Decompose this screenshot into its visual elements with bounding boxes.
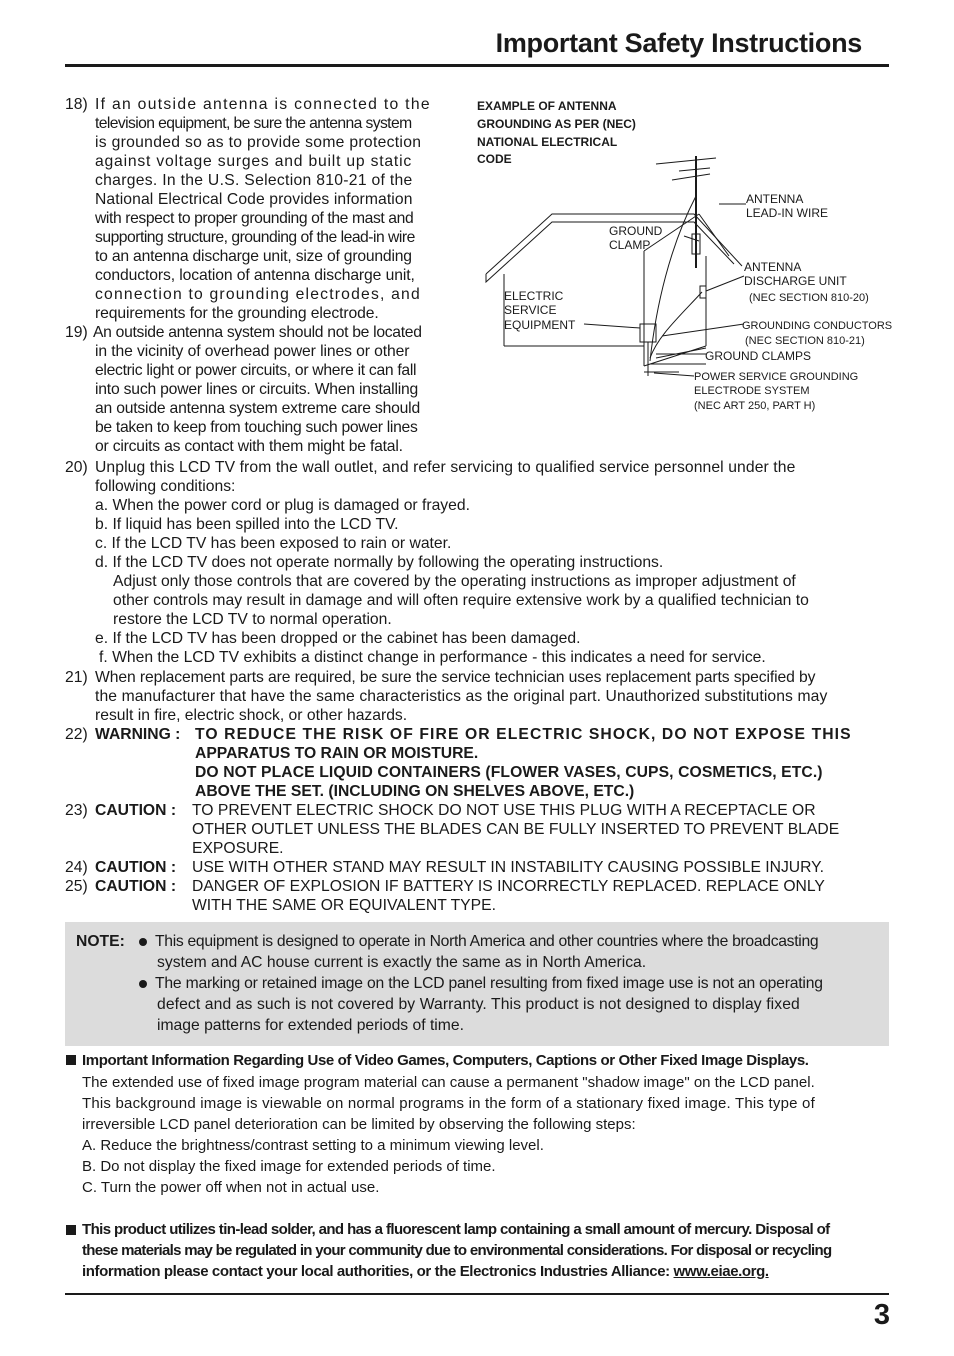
item-18-line: charges. In the U.S. Selection 810-21 of the [95,172,413,189]
fixed-image-line: irreversible LCD panel deterioration can be limited by observing the following steps: [82,1116,636,1133]
caution-line: EXPOSURE. [192,840,284,857]
fixed-image-step: B. Do not display the fixed image for extended periods of time. [82,1158,496,1175]
item-18-line: If an outside antenna is connected to the [95,96,431,113]
page-number: 3 [873,1299,890,1331]
item-18-line: National Electrical Code provides information [95,191,413,208]
item-18-line: to an antenna discharge unit, size of grounding [95,248,412,265]
item-20-condition-b: b. If liquid has been spilled into the LCD TV. [95,516,399,533]
fixed-image-step: C. Turn the power off when not in actual use. [82,1179,380,1196]
item-18-line: conductors, location of antenna discharge unit, [95,267,415,284]
item-20-condition-d-cont: other controls may result in damage and will often require extensive work by a qualified technician to [113,592,809,609]
square-bullet-icon [66,1055,76,1065]
fixed-image-heading: Important Information Regarding Use of Video Games, Computers, Captions or Other Fixed Image Displays. [82,1052,809,1069]
warning-line: APPARATUS TO RAIN OR MOISTURE. [195,745,479,762]
warning-label: WARNING : [95,726,181,743]
note-bullet-line: The marking or retained image on the LCD panel resulting from fixed image use is not an operating [155,975,823,992]
footer-rule [65,1293,889,1295]
warning-line: TO REDUCE THE RISK OF FIRE OR ELECTRIC SHOCK, DO NOT EXPOSE THIS [195,726,852,743]
note-bullet-line: image patterns for extended periods of time. [157,1017,464,1034]
item-19-line: An outside antenna system should not be located [93,324,422,341]
power-service-label: ELECTRODE SYSTEM [694,385,810,397]
item-21-line: result in fire, electric shock, or other hazards. [95,707,408,724]
lead-in-wire-label: LEAD-IN WIRE [746,206,829,220]
diagram-title-line: EXAMPLE OF ANTENNA [477,99,617,113]
title-rule [65,64,889,67]
item-20-line: following conditions: [95,478,236,495]
note-bullet-line: system and AC house current is exactly the same as in North America. [157,954,647,971]
item-20-condition-e: e. If the LCD TV has been dropped or the cabinet has been damaged. [95,630,581,647]
fixed-image-step: A. Reduce the brightness/contrast setting to a minimum viewing level. [82,1137,544,1154]
fixed-image-line: This background image is viewable on normal programs in the form of a stationary fixed image. This type of [82,1095,815,1112]
item-18-line: supporting structure, grounding of the lead-in wire [95,229,415,246]
caution-label: CAUTION : [95,859,177,876]
caution-line: TO PREVENT ELECTRIC SHOCK DO NOT USE THIS PLUG WITH A RECEPTACLE OR [192,802,816,819]
mercury-line-last [82,1262,769,1281]
diagram-title-line: CODE [477,152,512,166]
diagram-title-line: GROUNDING AS PER (NEC) [477,117,636,131]
item-20-condition-c: c. If the LCD TV has been exposed to rain or water. [95,535,452,552]
grounding-conductors-nec-label: (NEC SECTION 810-21) [745,335,865,347]
item-20-condition-d: d. If the LCD TV does not operate normally by following the operating instructions. [95,554,664,571]
note-bullet-line: This equipment is designed to operate in North America and other countries where the broadcasting [155,933,819,950]
item-19-line: electric light or power circuits, or where it can fall [95,362,417,379]
page-title: Important Safety Instructions [495,28,862,58]
note-label: NOTE: [76,933,125,950]
eiae-link[interactable]: www.eiae.org. [673,1263,769,1280]
power-service-label: (NEC ART 250, PART H) [694,400,816,412]
ground-clamp-label: CLAMP [609,238,651,252]
item-19-line: in the vicinity of overhead power lines or other [95,343,410,360]
item-18-number: 18) [65,96,88,113]
house-drawing [486,156,746,376]
antenna-grounding-diagram [474,96,894,426]
item-20-condition-a: a. When the power cord or plug is damaged or frayed. [95,497,470,514]
caution-label: CAUTION : [95,878,177,895]
electric-service-label: ELECTRIC [504,289,564,303]
item-19-line: or circuits as contact with them might be fatal. [95,438,403,455]
item-19-line: an outside antenna system extreme care should [95,400,420,417]
item-18-line: with respect to proper grounding of the mast and [95,210,414,227]
item-19-line: into such power lines or circuits. When installing [95,381,419,398]
note-bullet-line: defect and as such is not covered by Warranty. This product is not designed to display fixed [157,996,800,1013]
item-19-line: be taken to keep from touching such power lines [95,419,418,436]
discharge-nec-label: (NEC SECTION 810-20) [749,292,869,304]
item-25-number: 25) [65,878,88,895]
mercury-line: these materials may be regulated in your community due to environmental considerations. For disposal or recycling [82,1242,832,1259]
caution-line: USE WITH OTHER STAND MAY RESULT IN INSTABILITY CAUSING POSSIBLE INJURY. [192,859,824,876]
warning-line: ABOVE THE SET. (INCLUDING ON SHELVES ABOVE, ETC.) [195,783,635,800]
discharge-unit-label: ANTENNA [744,260,802,274]
item-24-number: 24) [65,859,88,876]
item-18-line: is grounded so as to provide some protection [95,134,422,151]
caution-label: CAUTION : [95,802,177,819]
warning-line: DO NOT PLACE LIQUID CONTAINERS (FLOWER VASES, CUPS, COSMETICS, ETC.) [195,764,823,781]
item-21-line: When replacement parts are required, be sure the service technician uses replacement parts specified by [95,669,816,686]
ground-clamps-label: GROUND CLAMPS [705,349,812,363]
grounding-conductors-label: GROUNDING CONDUCTORS [742,320,893,332]
fixed-image-line: The extended use of fixed image program material can cause a permanent "shadow image" on the LCD panel. [82,1074,815,1091]
item-20-number: 20) [65,459,88,476]
item-18-line: requirements for the grounding electrode. [95,305,379,322]
electric-service-label: SERVICE [504,303,557,317]
antenna-label: ANTENNA [746,192,804,206]
item-20-condition-d-cont: restore the LCD TV to normal operation. [113,611,392,628]
ground-clamp-label: GROUND [609,224,663,238]
item-21-line: the manufacturer that have the same characteristics as the original part. Unauthorized substitutions may [95,688,828,705]
item-18-line: television equipment, be sure the antenna system [95,115,412,132]
item-18-line: against voltage surges and built up static [95,153,413,170]
item-23-number: 23) [65,802,88,819]
item-20-line: Unplug this LCD TV from the wall outlet, and refer servicing to qualified service personnel under the [95,459,796,476]
item-18-line: connection to grounding electrodes, and [95,286,421,303]
caution-line: DANGER OF EXPLOSION IF BATTERY IS INCORRECTLY REPLACED. REPLACE ONLY [192,878,825,895]
mercury-line-text: information please contact your local authorities, or the Electronics Industries Alliance: [82,1263,674,1280]
bullet-icon [139,980,147,988]
power-service-label: POWER SERVICE GROUNDING [694,371,859,383]
item-20-condition-d-cont: Adjust only those controls that are covered by the operating instructions as improper adjustment of [113,573,796,590]
caution-line: OTHER OUTLET UNLESS THE BLADES CAN BE FULLY INSERTED TO PREVENT BLADE [192,821,840,838]
mercury-line: This product utilizes tin-lead solder, and has a fluorescent lamp containing a small amount of mercury. Disposal of [82,1221,830,1238]
item-20-condition-f: f. When the LCD TV exhibits a distinct change in performance - this indicates a need for service. [99,649,766,666]
discharge-unit-label: DISCHARGE UNIT [744,274,847,288]
item-21-number: 21) [65,669,88,686]
electric-service-label: EQUIPMENT [504,318,576,332]
item-19-number: 19) [65,324,88,341]
square-bullet-icon [66,1225,76,1235]
item-22-number: 22) [65,726,88,743]
bullet-icon [139,938,147,946]
diagram-title-line: NATIONAL ELECTRICAL [477,135,618,149]
caution-line: WITH THE SAME OR EQUIVALENT TYPE. [192,897,496,914]
